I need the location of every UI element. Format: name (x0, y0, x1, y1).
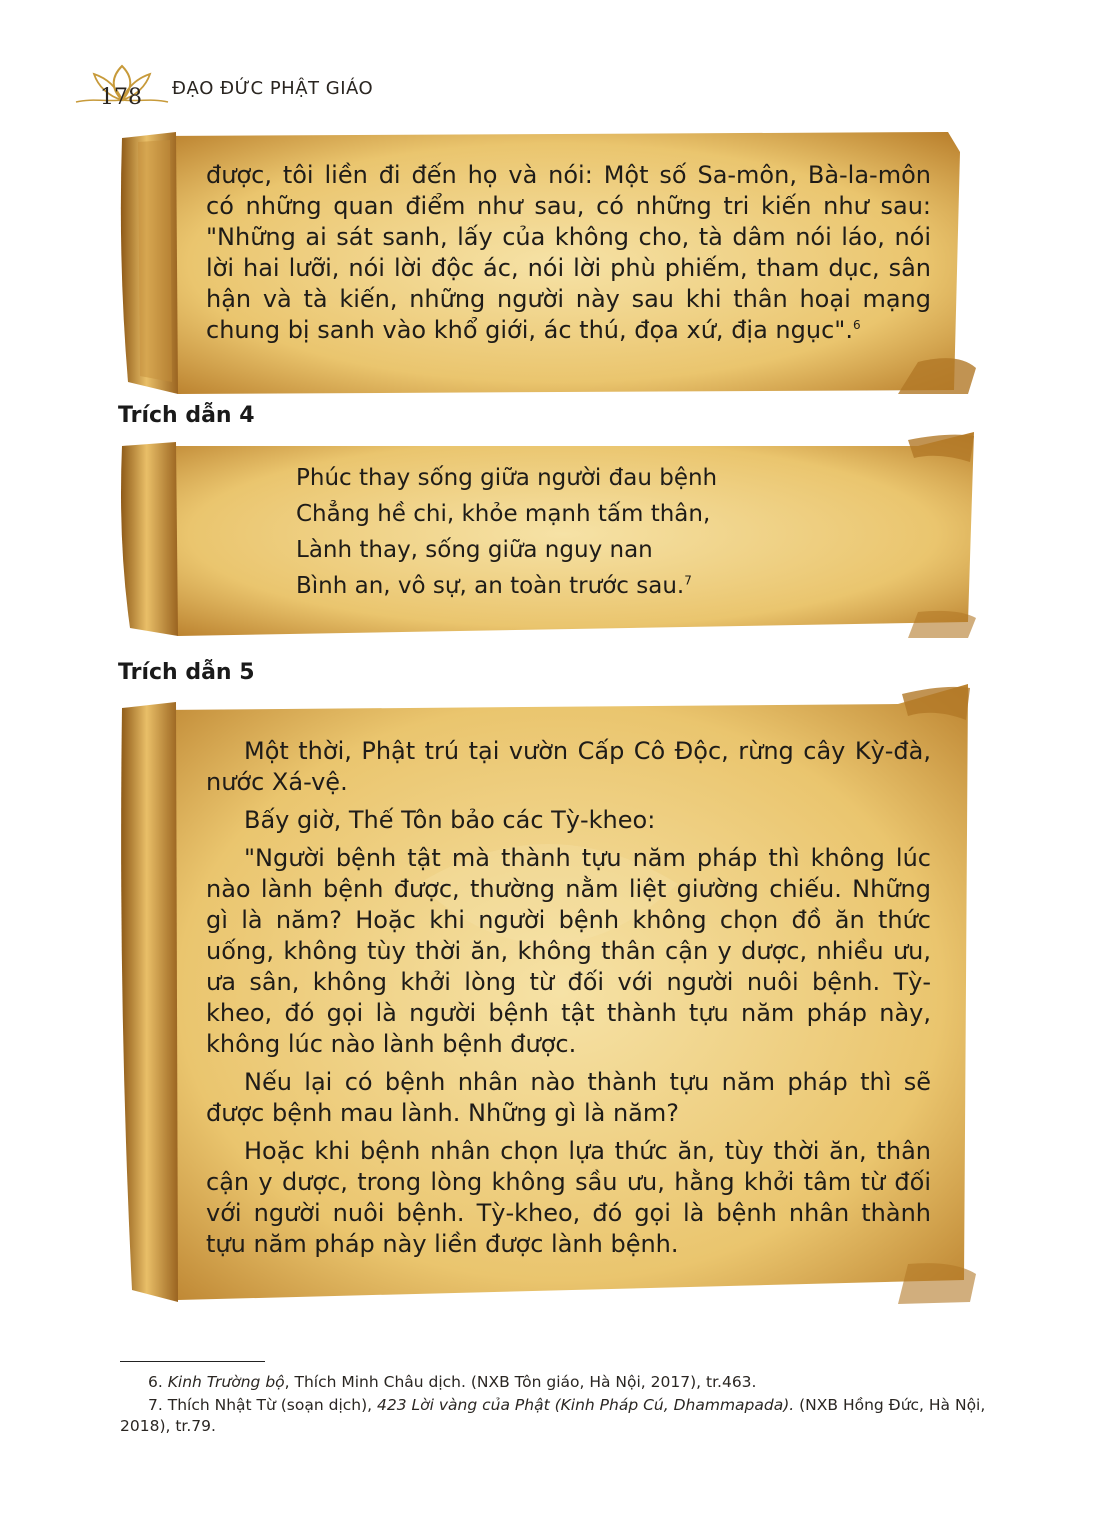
verse-line-4-text: Bình an, vô sự, an toàn trước sau. (296, 573, 685, 599)
scroll-1-line-3: "Những ai sát sanh, lấy của không cho, tà dâm nói láo, nói (206, 223, 931, 251)
footnote-7 (120, 1395, 988, 1437)
footnote-7-title: 423 Lời vàng của Phật (Kinh Pháp Cú, Dhammapada). (377, 1396, 795, 1414)
scroll-1-text (206, 160, 931, 346)
verse-line-3: Lành thay, sống giữa nguy nan (296, 537, 653, 563)
footnote-6-number: 6. (148, 1373, 163, 1391)
footnotes (120, 1372, 988, 1439)
footnote-6-title: Kinh Trường bộ (167, 1373, 285, 1391)
footnote-7-number: 7. (148, 1396, 163, 1414)
parchment-scroll-1 (118, 132, 980, 394)
footnote-7-pre: Thích Nhật Từ (soạn dịch), (167, 1396, 377, 1414)
quote-5-paragraph-5: Hoặc khi bệnh nhân chọn lựa thức ăn, tùy thời ăn, thân cận y dược, trong lòng không sầu ưu, hằng khởi tâm từ đối với người nuôi bệnh. Tỳ-kheo, đó gọi là bệnh nhân thành tựu năm pháp này liền được lành bệnh. (206, 1137, 931, 1258)
footnote-6 (120, 1372, 988, 1393)
scroll-3-text (206, 736, 931, 1267)
parchment-scroll-3 (118, 684, 980, 1308)
quote-5-paragraph-1: Một thời, Phật trú tại vườn Cấp Cô Độc, rừng cây Kỳ-đà, nước Xá-vệ. (206, 737, 931, 796)
scroll-1-line-6-text: chung bị sanh vào khổ giới, ác thú, đọa xứ, địa ngục". (206, 316, 853, 344)
quote-5-heading: Trích dẫn 5 (118, 660, 255, 685)
scroll-1-line-1: được, tôi liền đi đến họ và nói: Một số Sa-môn, Bà-la-môn (206, 161, 931, 189)
footnote-ref-7[interactable]: 7 (684, 573, 692, 588)
footnote-ref-6[interactable]: 6 (852, 318, 861, 332)
scroll-1-line-4: lời hai lưỡi, nói lời độc ác, nói lời phù phiếm, tham dục, sân (206, 254, 931, 282)
quote-5-paragraph-4: Nếu lại có bệnh nhân nào thành tựu năm pháp thì sẽ được bệnh mau lành. Những gì là năm? (206, 1068, 931, 1127)
verse-block (296, 460, 856, 604)
quote-5-paragraph-2: Bấy giờ, Thế Tôn bảo các Tỳ-kheo: (244, 806, 656, 834)
scroll-1-line-2: có những quan điểm như sau, có những tri kiến như sau: (206, 192, 931, 220)
verse-line-4 (296, 568, 856, 604)
footnote-6-rest: , Thích Minh Châu dịch. (NXB Tôn giáo, Hà Nội, 2017), tr.463. (284, 1373, 757, 1391)
verse-line-2: Chẳng hề chi, khỏe mạnh tấm thân, (296, 501, 711, 527)
page-number: 178 (100, 85, 142, 110)
parchment-scroll-2 (118, 432, 980, 642)
footnote-7-rest: (NXB Hồng Đức, Hà Nội, 2018), tr.79. (120, 1396, 986, 1435)
verse-line-1: Phúc thay sống giữa người đau bệnh (296, 465, 718, 491)
scroll-1-line-5: hận và tà kiến, những người này sau khi thân hoại mạng (206, 285, 931, 313)
scroll-1-line-6 (206, 315, 931, 346)
quote-4-heading: Trích dẫn 4 (118, 403, 255, 428)
footnote-divider (120, 1361, 265, 1362)
running-title: ĐẠO ĐỨC PHẬT GIÁO (172, 78, 374, 99)
quote-5-paragraph-3: "Người bệnh tật mà thành tựu năm pháp thì không lúc nào lành bệnh được, thường nằm liệt giường chiếu. Những gì là năm? Hoặc khi người bệnh không chọn đồ ăn thức uống, không tùy thời ăn, không thân cận y dược, nhiều ưu, ưa sân, không khởi lòng từ đối với người nuôi bệnh. Tỳ-kheo, đó gọi là người bệnh tật thành tựu năm pháp này, không lúc nào lành bệnh được. (206, 844, 931, 1058)
